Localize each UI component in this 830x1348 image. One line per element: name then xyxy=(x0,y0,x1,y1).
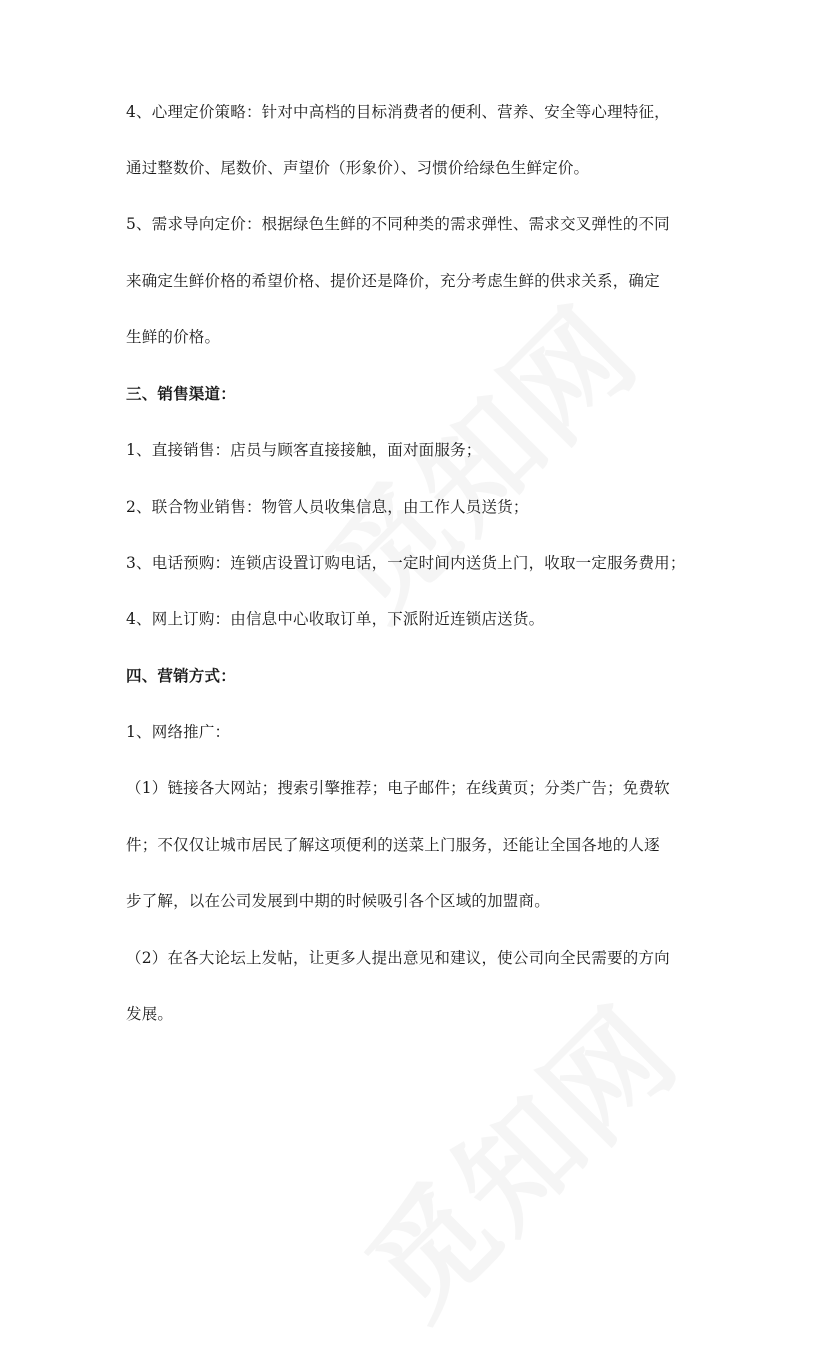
paragraph-line: 4、心理定价策略：针对中高档的目标消费者的便利、营养、安全等心理特征， xyxy=(126,103,670,121)
list-item: 3、电话预购：连锁店设置订购电话，一定时间内送货上门，收取一定服务费用； xyxy=(126,554,686,572)
list-item: 2、联合物业销售：物管人员收集信息，由工作人员送货； xyxy=(126,498,529,516)
paragraph-line: 通过整数价、尾数价、声望价（形象价）、习惯价给绿色生鲜定价。 xyxy=(126,159,590,177)
paragraph-line: 生鲜的价格。 xyxy=(126,328,221,346)
section-heading: 三、销售渠道： xyxy=(126,384,236,403)
paragraph-line: （1）链接各大网站；搜索引擎推荐；电子邮件；在线黄页；分类广告；免费软 xyxy=(126,779,670,797)
paragraph-line: 步了解，以在公司发展到中期的时候吸引各个区域的加盟商。 xyxy=(126,892,550,910)
section-heading: 四、营销方式： xyxy=(126,666,236,685)
list-item: 4、网上订购：由信息中心收取订单，下派附近连锁店送货。 xyxy=(126,610,545,628)
paragraph-line: 5、需求导向定价：根据绿色生鲜的不同种类的需求弹性、需求交叉弹性的不同 xyxy=(126,215,670,233)
paragraph-line: 件；不仅仅让城市居民了解这项便利的送菜上门服务，还能让全国各地的人逐 xyxy=(126,836,660,854)
paragraph-line: 来确定生鲜价格的希望价格、提价还是降价，充分考虑生鲜的供求关系，确定 xyxy=(126,272,660,290)
list-item: 1、网络推广： xyxy=(126,723,231,741)
paragraph-line: 发展。 xyxy=(126,1005,174,1023)
list-item: 1、直接销售：店员与顾客直接接触，面对面服务； xyxy=(126,441,482,459)
paragraph-line: （2）在各大论坛上发帖，让更多人提出意见和建议，使公司向全民需要的方向 xyxy=(126,949,670,967)
